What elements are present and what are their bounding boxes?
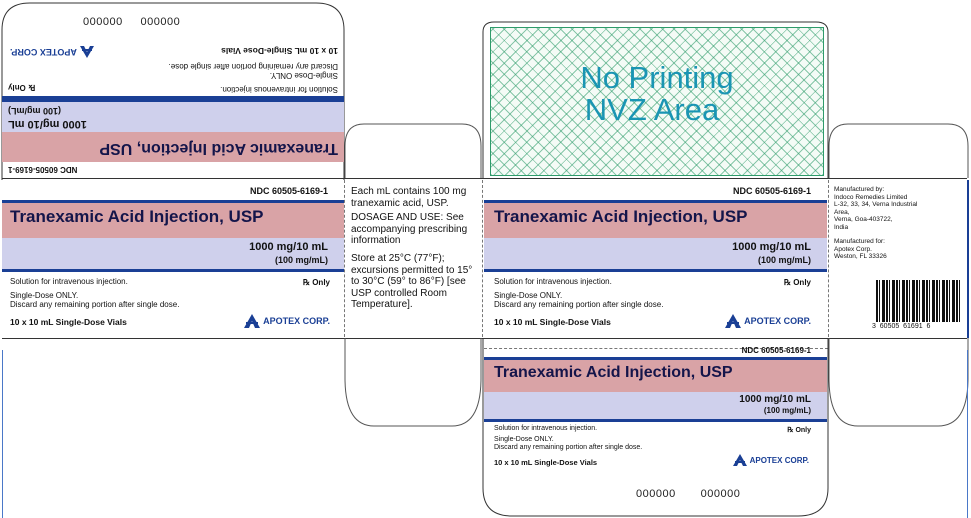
fold-line (482, 180, 483, 337)
barcode-digits: 3 60505 61691 6 (872, 323, 931, 330)
single-dose-text: Single-Dose ONLY. (10, 291, 79, 300)
product-name: Tranexamic Acid Injection, USP (494, 207, 748, 226)
nvz-line-1: No Printing (580, 60, 734, 95)
discard-text: Discard any remaining portion after single dose. (494, 444, 643, 451)
blue-rule (484, 200, 827, 203)
route-text: Solution for intravenous injection. (10, 277, 128, 286)
right-dust-flap-outline (828, 120, 971, 180)
package-size: 10 x 10 mL Single-Dose Vials (494, 458, 598, 467)
bottom-flap-panel (484, 342, 827, 474)
manufactured-by-label: Manufactured by: (834, 186, 885, 193)
blue-rule (2, 269, 344, 272)
left-dust-flap-outline (344, 120, 484, 180)
company-name: APOTEX CORP. (263, 316, 330, 326)
nvz-line-2: NVZ Area (584, 92, 720, 127)
rx-only: ℞ Only (787, 427, 811, 434)
single-dose-text: Single-Dose ONLY. (269, 71, 338, 80)
lot-code: 000000 (636, 488, 676, 500)
lot-code: 000000 (700, 488, 741, 500)
strength: 1000 mg/10 mL (8, 118, 87, 130)
front-panel (2, 180, 344, 337)
dosage-text: DOSAGE AND USE: See accompanying prescribing information (351, 212, 468, 246)
blue-rule (2, 99, 344, 102)
apotex-logo (10, 46, 94, 58)
blue-rule (2, 200, 344, 203)
nvz-label (491, 62, 823, 126)
blue-rule (484, 357, 827, 360)
guide-line (967, 350, 968, 518)
ndc-number: NDC 60505-6169-1 (732, 186, 811, 196)
side-info-panel (346, 182, 480, 332)
strength: 1000 mg/10 mL (739, 394, 811, 405)
storage-text: Store at 25°C (77°F); excursions permitted to 15° to 30°C (59° to 86°F) [see USP controlled Room Temperature]. (351, 253, 473, 310)
guide-line (967, 180, 969, 338)
route-text: Solution for intravenous injection. (220, 85, 338, 94)
right-bottom-flap-outline (828, 338, 971, 430)
discard-text: Discard any remaining portion after single dose. (168, 62, 338, 71)
lot-code-top-left (83, 16, 180, 28)
concentration: (100 mg/mL) (274, 255, 328, 265)
single-dose-text: Single-Dose ONLY. (494, 291, 563, 300)
route-text: Solution for intravenous injection. (494, 277, 612, 286)
rx-only: ℞ Only (8, 83, 36, 92)
left-bottom-flap-outline (344, 338, 484, 430)
rx-only: ℞ Only (783, 278, 811, 287)
blue-rule (484, 269, 827, 272)
manufacturer-address: India (834, 223, 849, 231)
inverted-front-panel (2, 38, 344, 176)
barcode (876, 280, 960, 322)
concentration: (100 mg/mL) (8, 106, 62, 116)
distributor-address: Weston, FL 33326 (834, 253, 887, 260)
apotex-logo (725, 314, 811, 328)
fold-line (828, 180, 829, 337)
ndc-number: NDC 60505-6169-1 (741, 346, 811, 355)
blue-rule (484, 419, 827, 422)
apotex-logo (733, 454, 809, 466)
product-name: Tranexamic Acid Injection, USP (99, 140, 338, 157)
single-dose-text: Single-Dose ONLY. (494, 436, 554, 443)
apotex-mark-icon (244, 314, 260, 328)
distributor-name: Apotex Corp. (834, 245, 872, 253)
manufacturer-address: L-32, 33, 34, Verna Industrial (834, 201, 918, 208)
ndc-number: NDC 60505-6169-1 (249, 186, 328, 196)
strength: 1000 mg/10 mL (249, 241, 328, 253)
manufacturer-panel (830, 182, 966, 336)
fold-line (344, 180, 345, 337)
route-text: Solution for intravenous injection. (494, 425, 598, 432)
ndc-number: NDC 60505-6169-1 (8, 165, 78, 174)
concentration: (100 mg/mL) (763, 406, 811, 415)
company-name: APOTEX CORP. (10, 47, 77, 57)
package-size: 10 x 10 mL Single-Dose Vials (221, 46, 338, 56)
apotex-mark-icon (80, 46, 94, 58)
product-name: Tranexamic Acid Injection, USP (494, 364, 733, 381)
manufacturer-address: Verna, Goa-403722, (834, 216, 893, 223)
lot-code: 000000 (140, 16, 181, 28)
apotex-mark-icon (733, 454, 747, 466)
manufacturer-block (834, 186, 962, 261)
apotex-logo (244, 314, 330, 328)
concentration: (100 mg/mL) (757, 255, 811, 265)
manufactured-for-label: Manufactured for: (834, 238, 885, 245)
contents-text: Each mL contains 100 mg tranexamic acid, USP. (351, 186, 467, 209)
company-name: APOTEX CORP. (744, 316, 811, 326)
blue-rule (2, 96, 344, 99)
apotex-mark-icon (725, 314, 741, 328)
discard-text: Discard any remaining portion after single dose. (494, 300, 664, 309)
product-name: Tranexamic Acid Injection, USP (10, 207, 264, 226)
lot-code-bottom (636, 488, 740, 500)
discard-text: Discard any remaining portion after single dose. (10, 300, 180, 309)
strength: 1000 mg/10 mL (732, 241, 811, 253)
guide-line (2, 350, 3, 518)
manufacturer-name: Indoco Remedies Limited (834, 193, 908, 201)
rx-only: ℞ Only (302, 278, 330, 287)
company-name: APOTEX CORP. (749, 455, 809, 465)
nvz-area (490, 27, 824, 176)
manufacturer-address: Area, (834, 208, 850, 216)
package-size: 10 x 10 mL Single-Dose Vials (494, 317, 611, 327)
back-front-panel (484, 180, 827, 337)
package-size: 10 x 10 mL Single-Dose Vials (10, 317, 127, 327)
lot-code: 000000 (83, 16, 123, 28)
